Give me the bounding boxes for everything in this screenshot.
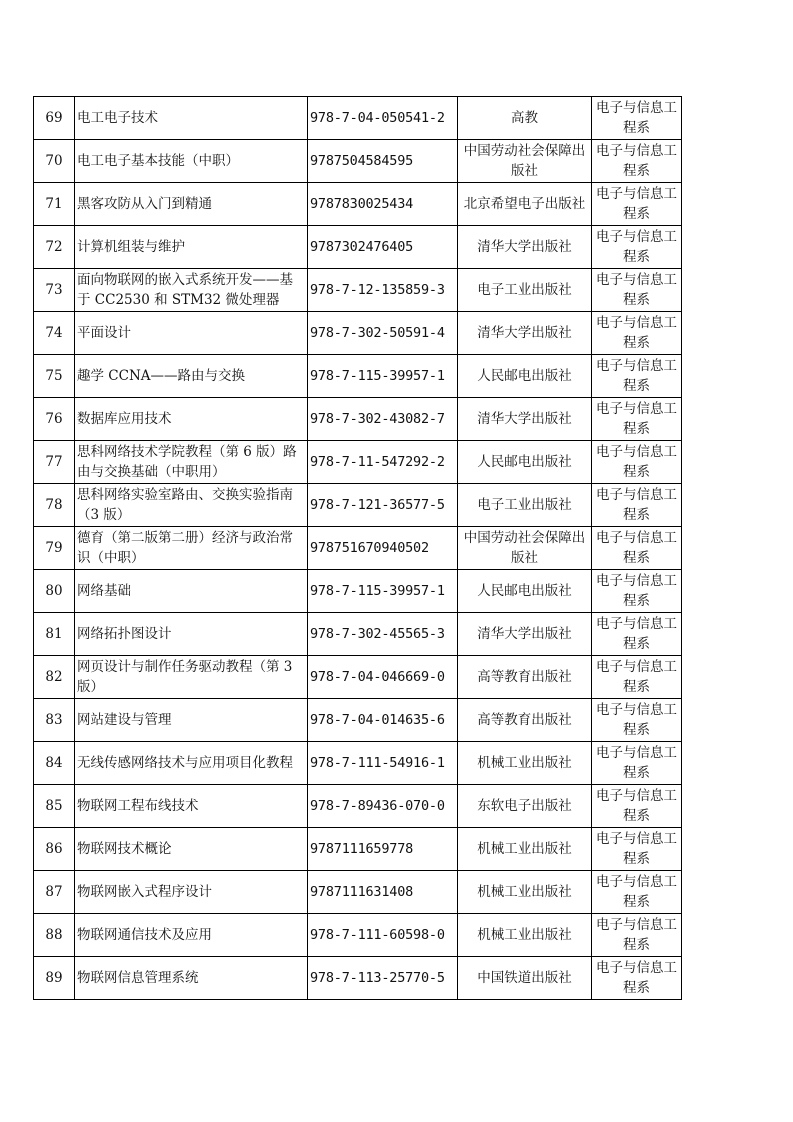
publisher-cell: 中国铁道出版社 xyxy=(458,957,592,1000)
publisher-cell: 机械工业出版社 xyxy=(458,742,592,785)
isbn-cell: 978-7-121-36577-5 xyxy=(308,484,458,527)
publisher-cell: 高教 xyxy=(458,97,592,140)
row-number-cell: 77 xyxy=(34,441,75,484)
publisher-cell: 电子工业出版社 xyxy=(458,484,592,527)
row-number-cell: 88 xyxy=(34,914,75,957)
book-title-cell: 物联网通信技术及应用 xyxy=(75,914,308,957)
table-row xyxy=(34,699,682,742)
book-title-cell: 物联网工程布线技术 xyxy=(75,785,308,828)
department-cell: 电子与信息工程系 xyxy=(592,441,682,484)
publisher-cell: 北京希望电子出版社 xyxy=(458,183,592,226)
publisher-cell: 清华大学出版社 xyxy=(458,226,592,269)
row-number-cell: 70 xyxy=(34,140,75,183)
department-cell: 电子与信息工程系 xyxy=(592,656,682,699)
isbn-cell: 9787504584595 xyxy=(308,140,458,183)
row-number-cell: 73 xyxy=(34,269,75,312)
row-number-cell: 75 xyxy=(34,355,75,398)
department-cell: 电子与信息工程系 xyxy=(592,613,682,656)
publisher-cell: 高等教育出版社 xyxy=(458,699,592,742)
publisher-cell: 人民邮电出版社 xyxy=(458,441,592,484)
row-number-cell: 84 xyxy=(34,742,75,785)
table-row xyxy=(34,957,682,1000)
book-title-cell: 面向物联网的嵌入式系统开发——基于 CC2530 和 STM32 微处理器 xyxy=(75,269,308,312)
isbn-cell: 9787830025434 xyxy=(308,183,458,226)
isbn-cell: 978-7-89436-070-0 xyxy=(308,785,458,828)
department-cell: 电子与信息工程系 xyxy=(592,699,682,742)
table-row xyxy=(34,355,682,398)
department-cell: 电子与信息工程系 xyxy=(592,140,682,183)
isbn-cell: 978-7-11-547292-2 xyxy=(308,441,458,484)
book-title-cell: 物联网嵌入式程序设计 xyxy=(75,871,308,914)
table-row xyxy=(34,656,682,699)
publisher-cell: 清华大学出版社 xyxy=(458,613,592,656)
publisher-cell: 人民邮电出版社 xyxy=(458,355,592,398)
table-row xyxy=(34,527,682,570)
book-title-cell: 德育（第二版第二册）经济与政治常识（中职） xyxy=(75,527,308,570)
publisher-cell: 电子工业出版社 xyxy=(458,269,592,312)
isbn-cell: 978-7-115-39957-1 xyxy=(308,570,458,613)
department-cell: 电子与信息工程系 xyxy=(592,312,682,355)
table-row xyxy=(34,398,682,441)
department-cell: 电子与信息工程系 xyxy=(592,484,682,527)
row-number-cell: 74 xyxy=(34,312,75,355)
publisher-cell: 机械工业出版社 xyxy=(458,871,592,914)
row-number-cell: 76 xyxy=(34,398,75,441)
row-number-cell: 69 xyxy=(34,97,75,140)
publisher-cell: 人民邮电出版社 xyxy=(458,570,592,613)
isbn-cell: 978-7-04-050541-2 xyxy=(308,97,458,140)
department-cell: 电子与信息工程系 xyxy=(592,957,682,1000)
isbn-cell: 978-7-12-135859-3 xyxy=(308,269,458,312)
isbn-cell: 978-7-302-43082-7 xyxy=(308,398,458,441)
table-row xyxy=(34,183,682,226)
table-row xyxy=(34,140,682,183)
book-title-cell: 电工电子技术 xyxy=(75,97,308,140)
department-cell: 电子与信息工程系 xyxy=(592,785,682,828)
book-title-cell: 网站建设与管理 xyxy=(75,699,308,742)
isbn-cell: 978-7-302-50591-4 xyxy=(308,312,458,355)
row-number-cell: 86 xyxy=(34,828,75,871)
isbn-cell: 9787111659778 xyxy=(308,828,458,871)
table-row xyxy=(34,269,682,312)
isbn-cell: 978-7-113-25770-5 xyxy=(308,957,458,1000)
book-title-cell: 网页设计与制作任务驱动教程（第 3 版） xyxy=(75,656,308,699)
table-row xyxy=(34,226,682,269)
isbn-cell: 978-7-111-54916-1 xyxy=(308,742,458,785)
isbn-cell: 978-7-302-45565-3 xyxy=(308,613,458,656)
department-cell: 电子与信息工程系 xyxy=(592,914,682,957)
book-title-cell: 思科网络技术学院教程（第 6 版）路由与交换基础（中职用） xyxy=(75,441,308,484)
book-title-cell: 数据库应用技术 xyxy=(75,398,308,441)
table-row xyxy=(34,914,682,957)
table-row xyxy=(34,785,682,828)
department-cell: 电子与信息工程系 xyxy=(592,742,682,785)
department-cell: 电子与信息工程系 xyxy=(592,398,682,441)
table-row xyxy=(34,871,682,914)
isbn-cell: 978751670940502 xyxy=(308,527,458,570)
table-row xyxy=(34,828,682,871)
book-title-cell: 物联网技术概论 xyxy=(75,828,308,871)
publisher-cell: 机械工业出版社 xyxy=(458,828,592,871)
department-cell: 电子与信息工程系 xyxy=(592,871,682,914)
isbn-cell: 978-7-115-39957-1 xyxy=(308,355,458,398)
department-cell: 电子与信息工程系 xyxy=(592,269,682,312)
table-row xyxy=(34,441,682,484)
row-number-cell: 78 xyxy=(34,484,75,527)
row-number-cell: 82 xyxy=(34,656,75,699)
publisher-cell: 清华大学出版社 xyxy=(458,312,592,355)
row-number-cell: 79 xyxy=(34,527,75,570)
book-title-cell: 黑客攻防从入门到精通 xyxy=(75,183,308,226)
textbook-table xyxy=(33,96,682,1000)
row-number-cell: 85 xyxy=(34,785,75,828)
row-number-cell: 89 xyxy=(34,957,75,1000)
isbn-cell: 9787111631408 xyxy=(308,871,458,914)
isbn-cell: 978-7-111-60598-0 xyxy=(308,914,458,957)
publisher-cell: 中国劳动社会保障出版社 xyxy=(458,527,592,570)
row-number-cell: 81 xyxy=(34,613,75,656)
table-row xyxy=(34,312,682,355)
book-title-cell: 趣学 CCNA——路由与交换 xyxy=(75,355,308,398)
department-cell: 电子与信息工程系 xyxy=(592,226,682,269)
table-row xyxy=(34,570,682,613)
row-number-cell: 83 xyxy=(34,699,75,742)
isbn-cell: 978-7-04-046669-0 xyxy=(308,656,458,699)
table-row xyxy=(34,613,682,656)
book-title-cell: 思科网络实验室路由、交换实验指南（3 版） xyxy=(75,484,308,527)
publisher-cell: 东软电子出版社 xyxy=(458,785,592,828)
isbn-cell: 9787302476405 xyxy=(308,226,458,269)
publisher-cell: 清华大学出版社 xyxy=(458,398,592,441)
publisher-cell: 高等教育出版社 xyxy=(458,656,592,699)
table-row xyxy=(34,484,682,527)
table-row xyxy=(34,97,682,140)
book-title-cell: 平面设计 xyxy=(75,312,308,355)
row-number-cell: 71 xyxy=(34,183,75,226)
book-title-cell: 网络基础 xyxy=(75,570,308,613)
publisher-cell: 机械工业出版社 xyxy=(458,914,592,957)
book-title-cell: 电工电子基本技能（中职） xyxy=(75,140,308,183)
department-cell: 电子与信息工程系 xyxy=(592,828,682,871)
isbn-cell: 978-7-04-014635-6 xyxy=(308,699,458,742)
book-title-cell: 网络拓扑图设计 xyxy=(75,613,308,656)
publisher-cell: 中国劳动社会保障出版社 xyxy=(458,140,592,183)
department-cell: 电子与信息工程系 xyxy=(592,97,682,140)
table-body xyxy=(34,97,682,1000)
book-title-cell: 物联网信息管理系统 xyxy=(75,957,308,1000)
department-cell: 电子与信息工程系 xyxy=(592,183,682,226)
row-number-cell: 80 xyxy=(34,570,75,613)
department-cell: 电子与信息工程系 xyxy=(592,570,682,613)
row-number-cell: 72 xyxy=(34,226,75,269)
table-row xyxy=(34,742,682,785)
department-cell: 电子与信息工程系 xyxy=(592,527,682,570)
department-cell: 电子与信息工程系 xyxy=(592,355,682,398)
book-title-cell: 无线传感网络技术与应用项目化教程 xyxy=(75,742,308,785)
book-title-cell: 计算机组装与维护 xyxy=(75,226,308,269)
row-number-cell: 87 xyxy=(34,871,75,914)
